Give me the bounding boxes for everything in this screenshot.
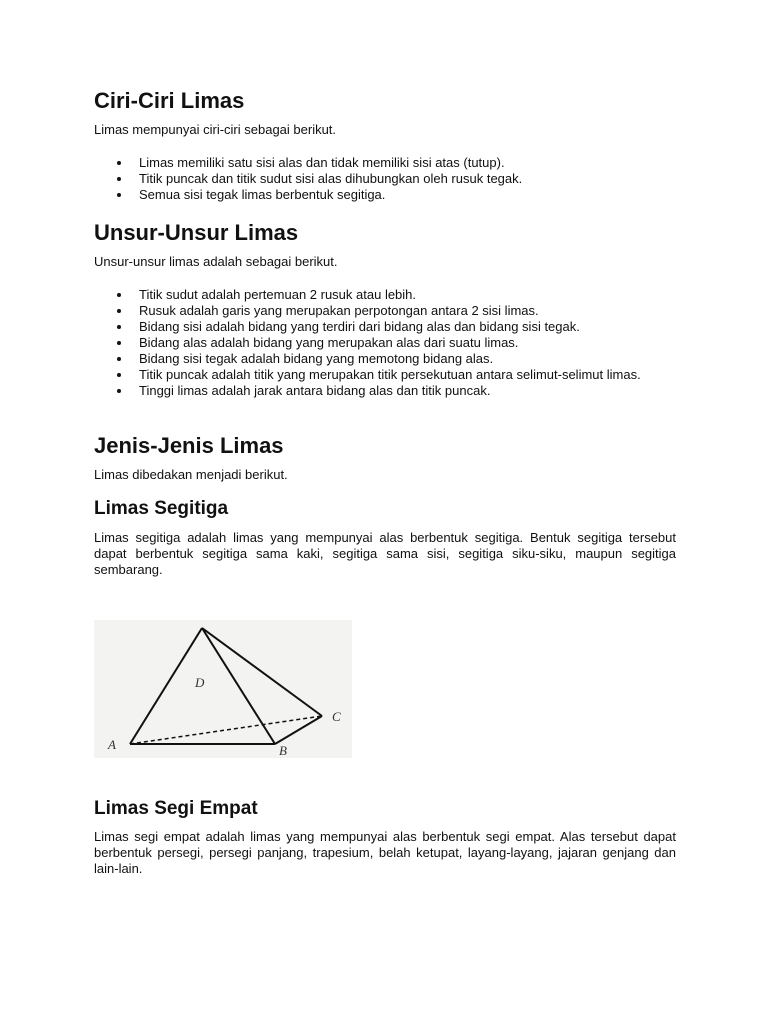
edge-ad [130, 628, 202, 744]
body-limas-segi-empat: Limas segi empat adalah limas yang mempunyai alas berbentuk segi empat. Alas tersebut dapat berbentuk persegi, persegi panjang, trapesium, belah ketupat, layang-layang, jajaran genjang dan lain-lain. [94, 829, 676, 876]
label-c: C [332, 709, 341, 724]
heading-ciri-ciri-limas: Ciri-Ciri Limas [94, 88, 245, 113]
heading-unsur-unsur-limas: Unsur-Unsur Limas [94, 220, 299, 245]
list-item: Semua sisi tegak limas berbentuk segitiga. [94, 187, 676, 203]
edge-bc [275, 716, 322, 744]
list-unsur-unsur [94, 287, 676, 399]
list-item: Tinggi limas adalah jarak antara bidang alas dan titik puncak. [94, 383, 676, 399]
list-item: Rusuk adalah garis yang merupakan perpotongan antara 2 sisi limas. [94, 303, 676, 319]
list-item: Bidang sisi adalah bidang yang terdiri dari bidang alas dan bidang sisi tegak. [94, 319, 676, 335]
edge-db [202, 628, 275, 744]
list-item: Titik puncak adalah titik yang merupakan titik persekutuan antara selimut-selimut limas. [94, 367, 676, 383]
intro-ciri-ciri: Limas mempunyai ciri-ciri sebagai berikut. [94, 122, 337, 137]
heading-limas-segitiga: Limas Segitiga [94, 498, 229, 519]
list-item: Limas memiliki satu sisi alas dan tidak memiliki sisi atas (tutup). [94, 155, 676, 171]
pyramid-diagram [94, 620, 352, 758]
body-limas-segitiga: Limas segitiga adalah limas yang mempunyai alas berbentuk segitiga. Bentuk segitiga tersebut dapat berbentuk segitiga sama kaki, segitiga sama sisi, segitiga siku-siku, maupun segitiga sembarang. [94, 530, 676, 577]
label-b: B [279, 743, 287, 758]
heading-jenis-jenis-limas: Jenis-Jenis Limas [94, 433, 284, 458]
heading-limas-segi-empat: Limas Segi Empat [94, 798, 258, 819]
list-item: Bidang alas adalah bidang yang merupakan alas dari suatu limas. [94, 335, 676, 351]
triangular-pyramid-figure [94, 620, 352, 758]
edge-ac-hidden [130, 716, 322, 744]
intro-jenis-jenis: Limas dibedakan menjadi berikut. [94, 467, 288, 482]
list-ciri-ciri [94, 155, 676, 203]
label-d: D [195, 675, 205, 690]
edge-dc [202, 628, 322, 716]
list-item: Titik sudut adalah pertemuan 2 rusuk atau lebih. [94, 287, 676, 303]
list-item: Bidang sisi tegak adalah bidang yang memotong bidang alas. [94, 351, 676, 367]
intro-unsur-unsur: Unsur-unsur limas adalah sebagai berikut. [94, 254, 338, 269]
list-item: Titik puncak dan titik sudut sisi alas dihubungkan oleh rusuk tegak. [94, 171, 676, 187]
label-a: A [108, 737, 116, 752]
